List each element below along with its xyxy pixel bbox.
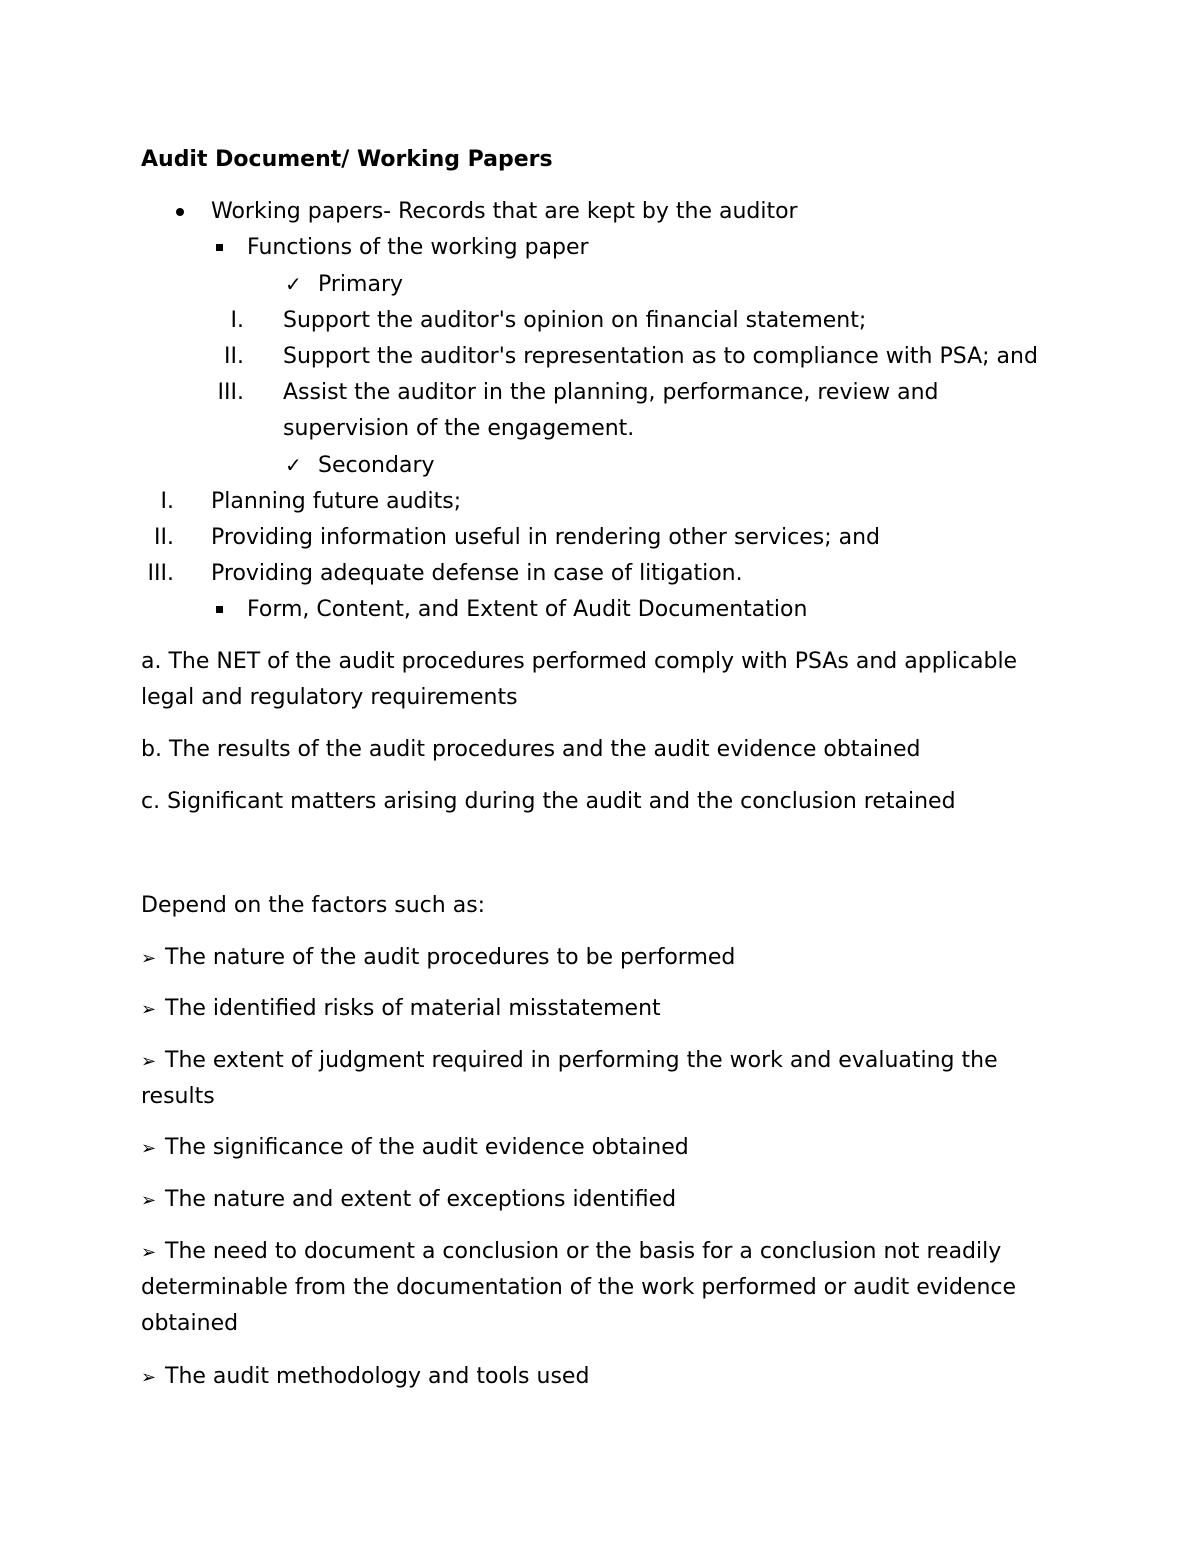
bullet-dot bbox=[176, 208, 184, 216]
secondary-item-1: Planning future audits; bbox=[211, 489, 462, 514]
arrow-bullet-icon: ➢ bbox=[141, 1051, 157, 1072]
factor-item: ➢ The need to document a conclusion or the basis for a conclusion not readily bbox=[141, 1234, 1001, 1271]
primary-num-2: II. bbox=[224, 344, 244, 369]
primary-num-3: III. bbox=[217, 380, 244, 405]
factor-item: ➢ The identified risks of material misstatement bbox=[141, 991, 661, 1028]
para-c: c. Significant matters arising during the audit and the conclusion retained bbox=[141, 789, 956, 814]
arrow-bullet-icon: ➢ bbox=[141, 948, 157, 969]
sub-functions: Functions of the working paper bbox=[247, 235, 589, 260]
check-icon: ✓ bbox=[285, 272, 302, 296]
bullet-working-papers: Working papers- Records that are kept by the auditor bbox=[211, 199, 798, 224]
primary-item-3-cont: supervision of the engagement. bbox=[283, 416, 635, 441]
depend-heading: Depend on the factors such as: bbox=[141, 893, 486, 918]
arrow-bullet-icon: ➢ bbox=[141, 999, 157, 1020]
secondary-item-2: Providing information useful in rendering other services; and bbox=[211, 525, 881, 550]
square-bullet bbox=[216, 244, 223, 251]
secondary-num-3: III. bbox=[147, 561, 174, 586]
document-title: Audit Document/ Working Papers bbox=[141, 147, 553, 172]
arrow-bullet-icon: ➢ bbox=[141, 1190, 157, 1211]
factor-item-cont: determinable from the documentation of the work performed or audit evidence bbox=[141, 1275, 1017, 1300]
factor-item: ➢ The significance of the audit evidence obtained bbox=[141, 1130, 689, 1167]
factor-item-cont: obtained bbox=[141, 1311, 239, 1336]
sub-form-content: Form, Content, and Extent of Audit Documentation bbox=[247, 597, 808, 622]
arrow-bullet-icon: ➢ bbox=[141, 1138, 157, 1159]
primary-item-3: Assist the auditor in the planning, performance, review and bbox=[283, 380, 939, 405]
secondary-item-3: Providing adequate defense in case of litigation. bbox=[211, 561, 743, 586]
para-b: b. The results of the audit procedures and the audit evidence obtained bbox=[141, 737, 921, 762]
factor-item: ➢ The audit methodology and tools used bbox=[141, 1359, 589, 1396]
arrow-bullet-icon: ➢ bbox=[141, 1242, 157, 1263]
check-icon: ✓ bbox=[285, 453, 302, 477]
primary-item-1: Support the auditor's opinion on financial statement; bbox=[283, 308, 867, 333]
arrow-bullet-icon: ➢ bbox=[141, 1367, 157, 1388]
primary-num-1: I. bbox=[230, 308, 244, 333]
para-a-line2: legal and regulatory requirements bbox=[141, 685, 518, 710]
label-secondary: Secondary bbox=[318, 453, 435, 478]
factor-item: ➢ The nature of the audit procedures to be performed bbox=[141, 940, 735, 977]
square-bullet bbox=[216, 606, 223, 613]
label-primary: Primary bbox=[318, 272, 404, 297]
para-a-line1: a. The NET of the audit procedures performed comply with PSAs and applicable bbox=[141, 649, 1018, 674]
secondary-num-1: I. bbox=[160, 489, 174, 514]
factor-item-cont: results bbox=[141, 1084, 215, 1109]
primary-item-2: Support the auditor's representation as to compliance with PSA; and bbox=[283, 344, 1038, 369]
secondary-num-2: II. bbox=[154, 525, 174, 550]
factor-item: ➢ The nature and extent of exceptions identified bbox=[141, 1182, 676, 1219]
factor-item: ➢ The extent of judgment required in performing the work and evaluating the bbox=[141, 1043, 998, 1080]
